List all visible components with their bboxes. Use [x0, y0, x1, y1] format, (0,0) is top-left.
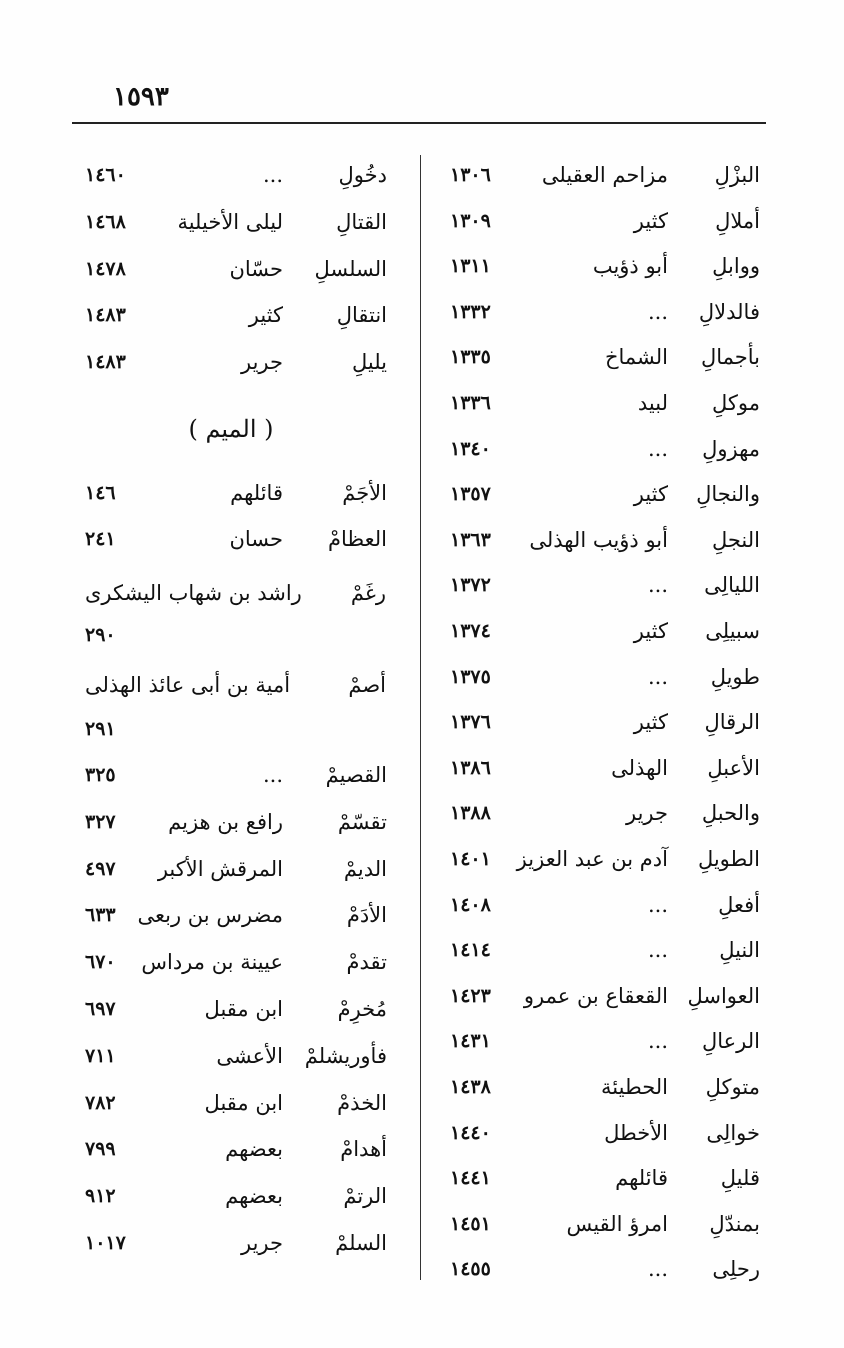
entry-number: ١٣٨٨ — [450, 802, 491, 825]
entry-poet: الأعشى — [216, 1043, 283, 1068]
entry-word: النيلِ — [719, 938, 760, 963]
entry-word: فأوريشلمْ — [304, 1043, 387, 1068]
entry-number: ١٤٠٨ — [450, 893, 491, 916]
entry-poet: قائلهم — [615, 1166, 668, 1191]
entry-poet: قائلهم — [230, 481, 283, 505]
entry-number: ٢٩٠ — [85, 624, 116, 646]
entry-number: ٣٢٧ — [85, 810, 116, 833]
entry-number: ٤٩٧ — [85, 857, 116, 880]
entry-poet: مزاحم العقيلى — [541, 163, 668, 187]
entry-poet: ... — [647, 892, 668, 917]
entry-poet: ... — [262, 163, 283, 187]
entry-word: الرتمْ — [343, 1184, 387, 1209]
entry-poet: القعقاع بن عمرو — [523, 983, 668, 1008]
entry-number: ١٣٧٥ — [450, 665, 491, 688]
entry-poet: جرير — [241, 350, 283, 375]
entry-word: القتالِ — [336, 209, 387, 234]
entry-poet: كثير — [633, 619, 668, 643]
entry-number: ١٤٣١ — [450, 1030, 491, 1053]
entry-poet: راشد بن شهاب اليشكرى — [85, 581, 302, 605]
index-entry — [85, 1086, 387, 1120]
index-entry — [85, 1132, 387, 1166]
entry-word: السلسلِ — [314, 256, 387, 281]
index-entry — [450, 888, 760, 922]
index-entry — [450, 751, 760, 785]
entry-poet: آدم بن عبد العزيز — [516, 847, 668, 871]
entry-word: رحلِى — [712, 1257, 760, 1282]
entry-word: طويلِ — [710, 664, 760, 689]
index-entry — [450, 979, 760, 1013]
header-rule — [72, 122, 766, 124]
entry-poet: كثير — [633, 482, 668, 507]
index-entry — [450, 1116, 760, 1150]
index-entry — [450, 1070, 760, 1104]
entry-number: ١٣١١ — [450, 255, 491, 278]
index-entry — [85, 992, 387, 1026]
entry-word: الليالِى — [704, 573, 760, 598]
index-entry — [450, 568, 760, 602]
entry-number: ١٤٦٠ — [85, 164, 126, 186]
entry-poet: ... — [647, 299, 668, 324]
index-entry — [85, 1039, 387, 1073]
entry-number: ٩١٢ — [85, 1185, 116, 1208]
entry-number: ١٤٤١ — [450, 1167, 491, 1190]
index-entry — [450, 386, 760, 420]
entry-number: ٧٨٢ — [85, 1091, 116, 1114]
entry-number: ١٣٦٣ — [450, 528, 491, 551]
entry-poet: رافع بن هزيم — [168, 809, 283, 834]
entry-number: ١٤٣٨ — [450, 1076, 491, 1098]
entry-word: أملالِ — [715, 208, 760, 233]
entry-word: سبيلِى — [705, 619, 760, 643]
index-entry — [450, 477, 760, 511]
entry-number: ١٣٣٦ — [450, 392, 491, 414]
entry-number: ٧٩٩ — [85, 1138, 116, 1161]
column-divider — [420, 155, 421, 1280]
entry-number: ١٤٦٨ — [85, 210, 126, 233]
entry-number: ١٤٨٣ — [85, 304, 126, 327]
entry-poet: ... — [262, 763, 283, 787]
entry-poet: جرير — [241, 1231, 283, 1255]
entry-poet: مضرس بن ربعى — [137, 903, 283, 928]
entry-word: رغَمْ — [350, 581, 386, 605]
entry-poet: الهذلى — [611, 755, 668, 780]
entry-word: الطويلِ — [697, 847, 760, 871]
entry-number: ٦٧٠ — [85, 951, 116, 974]
entry-number: ١٣٧٤ — [450, 620, 491, 642]
entry-word: الخذمْ — [337, 1090, 387, 1115]
entry-number: ٧١١ — [85, 1044, 116, 1067]
entry-word: متوكلِ — [705, 1075, 760, 1099]
entry-word: الرعالِ — [701, 1029, 760, 1054]
entry-number: ٣٢٥ — [85, 764, 116, 786]
entry-number: ١٣٣٥ — [450, 346, 491, 369]
entry-number: ١٣٣٢ — [450, 300, 491, 323]
index-entry — [450, 842, 760, 876]
entry-word: والنجالِ — [696, 482, 760, 507]
index-entry — [450, 432, 760, 466]
index-entry — [450, 705, 760, 739]
entry-word: العظامْ — [328, 527, 387, 551]
entry-word: ووابلِ — [712, 254, 760, 279]
entry-poet: حسان — [229, 527, 283, 551]
entry-number: ١٣٠٩ — [450, 209, 491, 232]
entry-word: النجلِ — [711, 527, 760, 552]
index-entry — [85, 205, 387, 239]
entry-word: السلمْ — [335, 1231, 387, 1255]
entry-word: موكلِ — [712, 391, 760, 415]
index-entry — [85, 476, 387, 510]
entry-number: ١٤٦ — [85, 482, 116, 504]
entry-poet: ليلى الأخيلية — [177, 209, 283, 234]
index-entry — [85, 805, 387, 839]
entry-poet: عيينة بن مرداس — [141, 950, 283, 975]
entry-number: ٦٩٧ — [85, 998, 116, 1020]
entry-number: ١٣٤٠ — [450, 437, 491, 460]
entry-word: العواسلِ — [687, 983, 760, 1008]
entry-number: ٦٣٣ — [85, 904, 116, 927]
entry-word: يليلِ — [351, 350, 387, 375]
entry-poet: ... — [647, 436, 668, 461]
index-entry — [450, 523, 760, 557]
entry-word: تقسّمْ — [337, 809, 387, 834]
entry-poet: بعضهم — [225, 1184, 283, 1209]
entry-poet: جرير — [626, 801, 668, 826]
entry-word: أفعلِ — [718, 892, 760, 917]
index-entry — [450, 295, 760, 329]
entry-poet: ابن مقبل — [204, 1090, 283, 1115]
index-entry — [85, 852, 387, 886]
index-entry — [450, 933, 760, 967]
entry-word: خوالِى — [706, 1120, 760, 1145]
entry-number: ١٣٥٧ — [450, 483, 491, 506]
entry-number: ١٤٧٨ — [85, 257, 126, 280]
index-entry — [450, 204, 760, 238]
entry-word: تقدمْ — [346, 950, 387, 975]
index-entry — [85, 945, 387, 979]
index-entry — [450, 158, 760, 192]
entry-word: قليلِ — [720, 1166, 760, 1191]
index-entry — [85, 758, 387, 792]
entry-number: ١٤٨٣ — [85, 351, 126, 374]
entry-word: والحبلِ — [701, 801, 760, 826]
entry-word: مهزولِ — [702, 436, 760, 461]
entry-poet: أبو ذؤيب الهذلى — [529, 527, 668, 552]
entry-word: الديمْ — [343, 856, 387, 881]
page-number: ١٥٩٣ — [113, 82, 169, 112]
section-title-mim: ( الميم ) — [188, 415, 274, 443]
entry-poet: كثير — [248, 303, 283, 328]
index-entry — [450, 796, 760, 830]
entry-word: بمندّلِ — [709, 1211, 760, 1236]
entry-number: ١٤١٤ — [450, 939, 491, 962]
index-entry — [85, 522, 387, 556]
entry-number: ١٠١٧ — [85, 1232, 126, 1254]
entry-poet: الحطيئة — [601, 1075, 668, 1099]
entry-number: ١٤٠١ — [450, 848, 491, 870]
entry-poet: امرؤ القيس — [566, 1211, 668, 1236]
entry-poet: كثير — [633, 710, 668, 735]
index-entry — [450, 614, 760, 648]
entry-number: ١٣٠٦ — [450, 164, 491, 186]
entry-poet: أمية بن أبى عائذ الهذلى — [85, 673, 291, 697]
entry-poet: الأخطل — [604, 1120, 668, 1145]
index-entry — [85, 1226, 387, 1260]
index-entry — [85, 345, 387, 379]
entry-word: البزْلِ — [714, 163, 760, 187]
entry-poet: بعضهم — [225, 1137, 283, 1162]
entry-word: دخُولِ — [338, 163, 387, 187]
index-entry — [85, 898, 387, 932]
entry-number: ١٣٧٢ — [450, 574, 491, 597]
entry-word: مُخرِمْ — [337, 997, 387, 1021]
entry-poet: ابن مقبل — [204, 997, 283, 1021]
entry-number: ٢٩١ — [85, 718, 116, 740]
entry-poet: لبيد — [637, 391, 668, 415]
entry-poet: ... — [647, 573, 668, 598]
entry-poet: المرقش الأكبر — [157, 856, 283, 881]
entry-word: القصيمْ — [325, 763, 387, 787]
entry-number: ١٤٤٠ — [450, 1121, 491, 1144]
entry-number: ١٤٢٣ — [450, 984, 491, 1007]
entry-poet: ... — [647, 1257, 668, 1282]
entry-number: ١٣٨٦ — [450, 756, 491, 779]
entry-word: الرقالِ — [704, 710, 760, 735]
entry-word: انتقالِ — [336, 303, 387, 328]
entry-poet: ... — [647, 664, 668, 689]
index-entry — [450, 1024, 760, 1058]
entry-word: الأعبلِ — [707, 755, 760, 780]
entry-poet: أبو ذؤيب — [592, 254, 668, 279]
entry-poet: الشماخ — [604, 345, 668, 370]
index-entry — [450, 1207, 760, 1241]
entry-number: ١٤٥٥ — [450, 1258, 491, 1281]
entry-poet: حسّان — [229, 256, 283, 281]
entry-word: الأدَمْ — [346, 903, 387, 928]
index-entry — [450, 1161, 760, 1195]
entry-word: بأجمالِ — [700, 345, 760, 370]
index-entry — [450, 340, 760, 374]
entry-word: الأجَمْ — [342, 481, 387, 505]
entry-poet: ... — [647, 938, 668, 963]
index-entry — [450, 660, 760, 694]
index-entry — [85, 298, 387, 332]
entry-word: فالدلالِ — [698, 299, 760, 324]
entry-word: أهدامْ — [340, 1137, 387, 1162]
index-entry — [85, 1179, 387, 1213]
entry-word: أصمْ — [348, 673, 386, 697]
entry-number: ١٣٧٦ — [450, 711, 491, 734]
index-entry — [450, 249, 760, 283]
entry-poet: كثير — [633, 208, 668, 233]
entry-number: ١٤٥١ — [450, 1212, 491, 1235]
index-entry — [450, 1252, 760, 1286]
index-entry — [85, 158, 387, 192]
index-entry — [85, 252, 387, 286]
entry-number: ٢٤١ — [85, 528, 116, 550]
entry-poet: ... — [647, 1029, 668, 1054]
